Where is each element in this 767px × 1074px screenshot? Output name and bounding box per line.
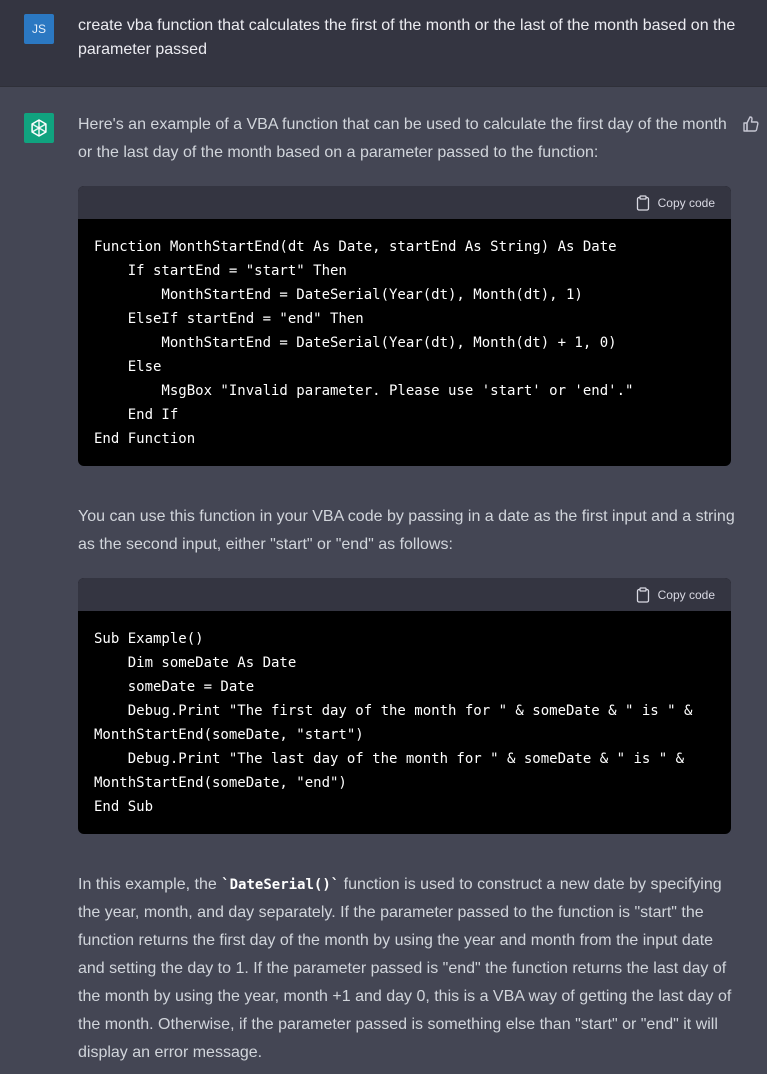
copy-code-button[interactable] (636, 193, 715, 213)
code-block (78, 186, 731, 466)
user-message (0, 0, 767, 87)
user-avatar: JS (24, 14, 54, 44)
assistant-intro-text: Here's an example of a VBA function that can be used to calculate the first day of the month or the last day of the month based on a parameter passed to the function: (78, 116, 727, 161)
assistant-message (0, 87, 767, 1074)
code-block-header (78, 186, 731, 219)
thumbs-up-icon[interactable] (742, 115, 760, 133)
code-block (78, 578, 731, 834)
outro-text-before: In this example, the (78, 876, 222, 893)
copy-code-label: Copy code (657, 196, 715, 210)
outro-text-after: function is used to construct a new date by specifying the year, month, and day separately. If the parameter passed to the function is "start" the function returns the first day of the month by using the year and month from the input date and setting the day to 1. If the parameter passed is "end" the function returns the last day of the month by using the year, month +1 and day 0, this is a VBA way of getting the last day of the month. Otherwise, if the parameter passed is something else than "start" or "end" it will display an error message. (78, 876, 732, 1061)
clipboard-icon (636, 587, 650, 603)
code-content: Sub Example() Dim someDate As Date someDate = Date Debug.Print "The first day of the month for " & someDate & " is " & MonthStartEnd(someDate, "start") Debug.Print "The last day of the month for " & someDate & " is " & MonthStartEnd(someDate, "end") End Sub (94, 631, 693, 815)
openai-logo-icon (24, 113, 54, 143)
code-content: Function MonthStartEnd(dt As Date, startEnd As String) As Date If startEnd = "start" Then MonthStartEnd = DateSerial(Year(dt), Month(dt), 1) ElseIf startEnd = "end" Then MonthStartEnd = DateSerial(Year(dt), Month(dt) + 1, 0) Else MsgBox "Invalid parameter. Please use 'start' or 'end'." End If End Function (94, 239, 634, 447)
user-message-text: create vba function that calculates the first of the month or the last of the month based on the parameter passed (78, 17, 736, 58)
copy-code-button[interactable] (636, 585, 715, 605)
clipboard-icon (636, 195, 650, 211)
assistant-outro-text (78, 871, 738, 1067)
code-block-header (78, 578, 731, 611)
assistant-middle-text: You can use this function in your VBA code by passing in a date as the first input and a string as the second input, either "start" or "end" as follows: (78, 508, 735, 553)
copy-code-label: Copy code (657, 588, 715, 602)
inline-code: `DateSerial()` (221, 877, 340, 893)
